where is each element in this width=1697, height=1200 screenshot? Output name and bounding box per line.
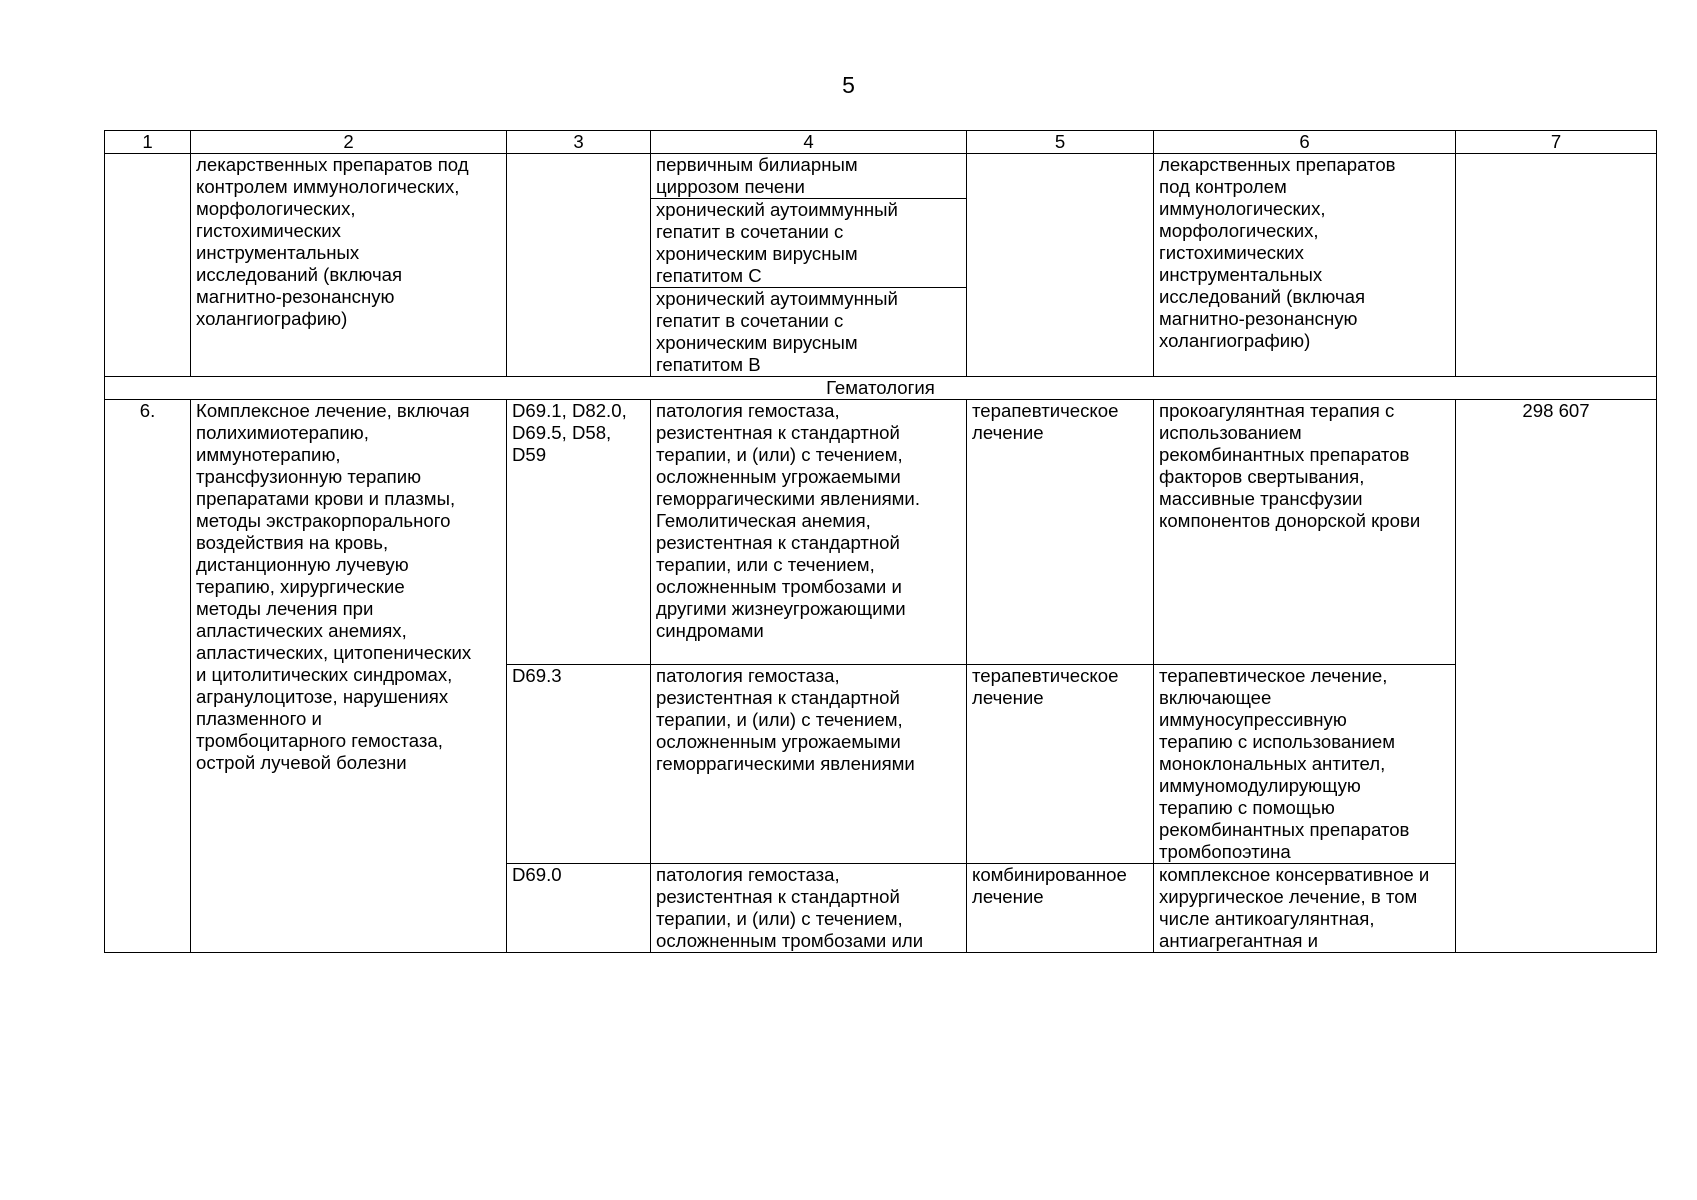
continuation-row-a (105, 154, 1657, 199)
page-number: 5 (842, 72, 855, 98)
entry-method-1: прокоагулянтная терапия с использованием рекомбинантных препаратов факторов свертывания, массивные трансфузии компонентов донорской крови (1154, 400, 1456, 665)
continuation-description: лекарственных препаратов под контролем иммунологических, морфологических, гистохимических инструментальных исследований (включая магнитно-резонансную холангиографию) (191, 154, 507, 377)
entry-treatment-type-1: терапевтическое лечение (967, 400, 1154, 665)
entry-codes-2: D69.3 (507, 665, 651, 864)
entry-treatment-type-3: комбинированное лечение (967, 864, 1154, 953)
header-col-7: 7 (1456, 131, 1657, 154)
header-col-1: 1 (105, 131, 191, 154)
header-col-4: 4 (651, 131, 967, 154)
continuation-method: лекарственных препаратов под контролем иммунологических, морфологических, гистохимических инструментальных исследований (включая магнитно-резонансную холангиографию) (1154, 154, 1456, 377)
entry-method-2: терапевтическое лечение, включающее иммуносупрессивную терапию с использованием моноклональных антител, иммуномодулирующую терапию с помощью рекомбинантных препаратов тромбопоэтина (1154, 665, 1456, 864)
entry-treatment-type-2: терапевтическое лечение (967, 665, 1154, 864)
continuation-patient-model-3: хронический аутоиммунный гепатит в сочетании с хроническим вирусным гепатитом В (651, 288, 967, 377)
section-title: Гематология (105, 377, 1657, 400)
entry-patient-model-3: патология гемостаза, резистентная к стандартной терапии, и (или) с течением, осложненным тромбозами или (651, 864, 967, 953)
entry-codes-1: D69.1, D82.0, D69.5, D58, D59 (507, 400, 651, 665)
header-col-3: 3 (507, 131, 651, 154)
entry-method-3: комплексное консервативное и хирургическое лечение, в том числе антикоагулянтная, антиагрегантная и (1154, 864, 1456, 953)
entry-price: 298 607 (1456, 400, 1657, 953)
section-row (105, 377, 1657, 400)
continuation-price-cell (1456, 154, 1657, 377)
continuation-number-cell (105, 154, 191, 377)
entry-patient-model-1: патология гемостаза, резистентная к стандартной терапии, и (или) с течением, осложненным угрожаемыми геморрагическими явлениями. Гемолитическая анемия, резистентная к стандартной терапии, или с течением, осложненным тромбозами и другими жизнеугрожающими синдромами (651, 400, 967, 665)
header-col-5: 5 (967, 131, 1154, 154)
table-row (105, 400, 1657, 665)
entry-number: 6. (105, 400, 191, 953)
procedures-table (104, 130, 1657, 953)
continuation-codes-cell (507, 154, 651, 377)
entry-description: Комплексное лечение, включая полихимиотерапию, иммунотерапию, трансфузионную терапию препаратами крови и плазмы, методы экстракорпорального воздействия на кровь, дистанционную лучевую терапию, хирургические методы лечения при апластических анемиях, апластических, цитопенических и цитолитических синдромах, агранулоцитозе, нарушениях плазменного и тромбоцитарного гемостаза, острой лучевой болезни (191, 400, 507, 953)
header-row (105, 131, 1657, 154)
header-col-6: 6 (1154, 131, 1456, 154)
entry-patient-model-2: патология гемостаза, резистентная к стандартной терапии, и (или) с течением, осложненным угрожаемыми геморрагическими явлениями (651, 665, 967, 864)
header-col-2: 2 (191, 131, 507, 154)
entry-codes-3: D69.0 (507, 864, 651, 953)
continuation-treatment-type-cell (967, 154, 1154, 377)
continuation-patient-model-2: хронический аутоиммунный гепатит в сочетании с хроническим вирусным гепатитом С (651, 199, 967, 288)
continuation-patient-model-1: первичным билиарным циррозом печени (651, 154, 967, 199)
